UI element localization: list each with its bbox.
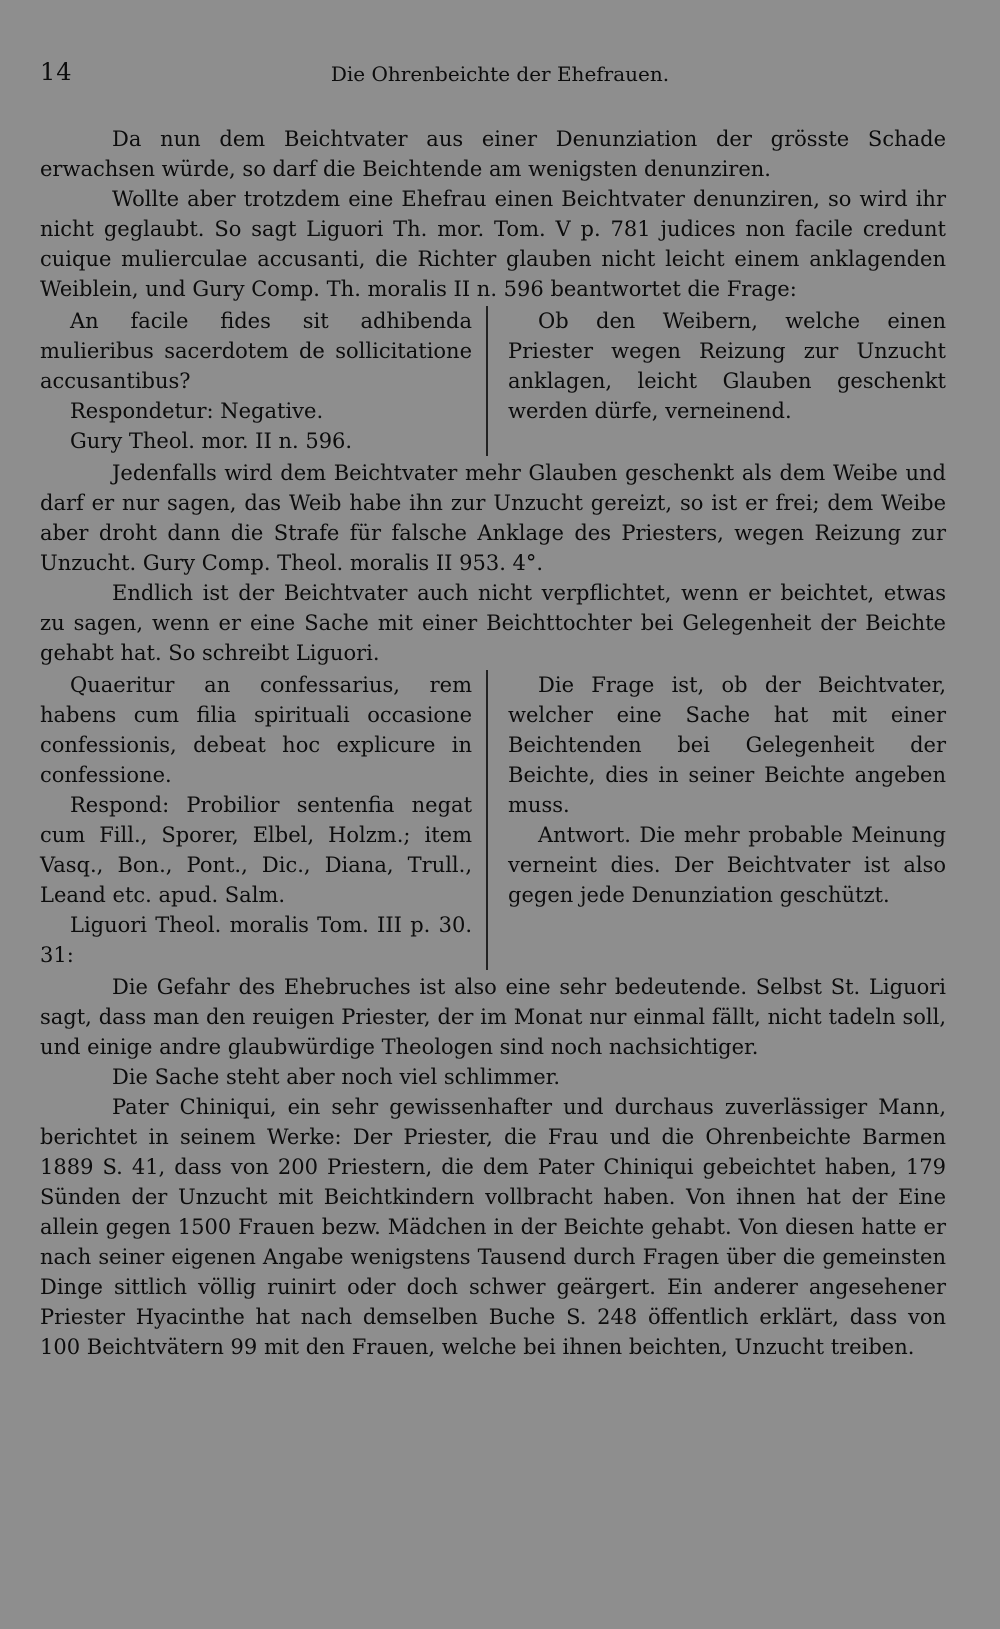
paragraph-1: Da nun dem Beichtvater aus einer Denunziation der grösste Schade erwachsen würde, so darf die Beichtende am wenigsten denunziren. [40,127,946,181]
body-text [40,124,946,1362]
latin-citation: Gury Theol. mor. II n. 596. [70,429,353,453]
page-header [40,58,960,98]
page-number: 14 [40,58,73,86]
parallel-block-2 [40,670,946,970]
paragraph-3: Jedenfalls wird dem Beichtvater mehr Glauben geschenkt als dem Weibe und darf er nur sagen, das Weib habe ihn zur Unzucht gereizt, so ist er frei; dem Weibe aber droht dann die Strafe für falsche Anklage des Priesters, wegen Reizung zur Unzucht. Gury Comp. Theol. moralis II 953. 4°. [40,461,946,575]
latin-column-2 [40,670,488,970]
paragraph-5: Die Gefahr des Ehebruches ist also eine sehr bedeutende. Selbst St. Liguori sagt, dass man den reuigen Priester, der im Monat nur einmal fällt, nicht tadeln soll, und einige andre glaubwürdige Theologen sind noch nachsichtiger. [40,975,946,1059]
latin-question: An facile fides sit adhibenda mulieribus sacerdotem de sollicitatione accusantibus? [40,309,473,393]
latin-question: Quaeritur an confessarius, rem habens cum filia spirituali occasione confessionis, debeat hoc explicure in confessione. [40,673,473,787]
paragraph-2: Wollte aber trotzdem eine Ehefrau einen Beichtvater denunziren, so wird ihr nicht geglaubt. So sagt Liguori Th. mor. Tom. V p. 781 judices non facile credunt cuique mulierculae accusanti, die Richter glauben nicht leicht einem anklagenden Weiblein, und Gury Comp. Th. moralis II n. 596 beantwortet die Frage: [40,187,946,301]
german-column-1 [488,306,946,456]
latin-citation: Liguori Theol. moralis Tom. III p. 30. 31: [40,913,473,967]
paragraph-7: Pater Chiniqui, ein sehr gewissenhafter und durchaus zuverlässiger Mann, berichtet in seinem Werke: Der Priester, die Frau und die Ohrenbeichte Barmen 1889 S. 41, dass von 200 Priestern, die dem Pater Chiniqui gebeichtet haben, 179 Sünden der Unzucht mit Beichtkindern vollbracht haben. Von ihnen hat der Eine allein gegen 1500 Frauen bezw. Mädchen in der Beichte gehabt. Von diesen hatte er nach seiner eigenen Angabe wenigstens Tausend durch Fragen über die gemeinsten Dinge sittlich völlig ruinirt oder doch schwer geärgert. Ein anderer angesehener Priester Hyacinthe hat nach demselben Buche S. 248 öffentlich erklärt, dass von 100 Beichtvätern 99 mit den Frauen, welche bei ihnen beichten, Unzucht treiben. [40,1095,946,1359]
paragraph-6: Die Sache steht aber noch viel schlimmer. [112,1065,561,1089]
latin-response: Respondetur: Negative. [70,399,324,423]
latin-response: Respond: Probilior sentenfia negat cum Fill., Sporer, Elbel, Holzm.; item Vasq., Bon., Pont., Dic., Diana, Trull., Leand etc. apud. Salm. [40,793,473,907]
german-column-2 [488,670,946,970]
running-title: Die Ohrenbeichte der Ehefrauen. [330,62,670,86]
paragraph-4: Endlich ist der Beichtvater auch nicht verpflichtet, wenn er beichtet, etwas zu sagen, wenn er eine Sache mit einer Beichttochter bei Gelegenheit der Beichte gehabt hat. So schreibt Liguori. [40,581,946,665]
german-question: Die Frage ist, ob der Beichtvater, welcher eine Sache hat mit einer Beichtenden bei Gelegenheit der Beichte, dies in seiner Beichte angeben muss. [508,673,946,817]
german-translation: Ob den Weibern, welche einen Priester wegen Reizung zur Unzucht anklagen, leicht Glauben geschenkt werden dürfe, verneinend. [508,309,946,423]
german-answer: Antwort. Die mehr probable Meinung verneint dies. Der Beichtvater ist also gegen jede Denunziation geschützt. [508,823,946,907]
latin-column-1 [40,306,488,456]
parallel-block-1 [40,306,946,456]
